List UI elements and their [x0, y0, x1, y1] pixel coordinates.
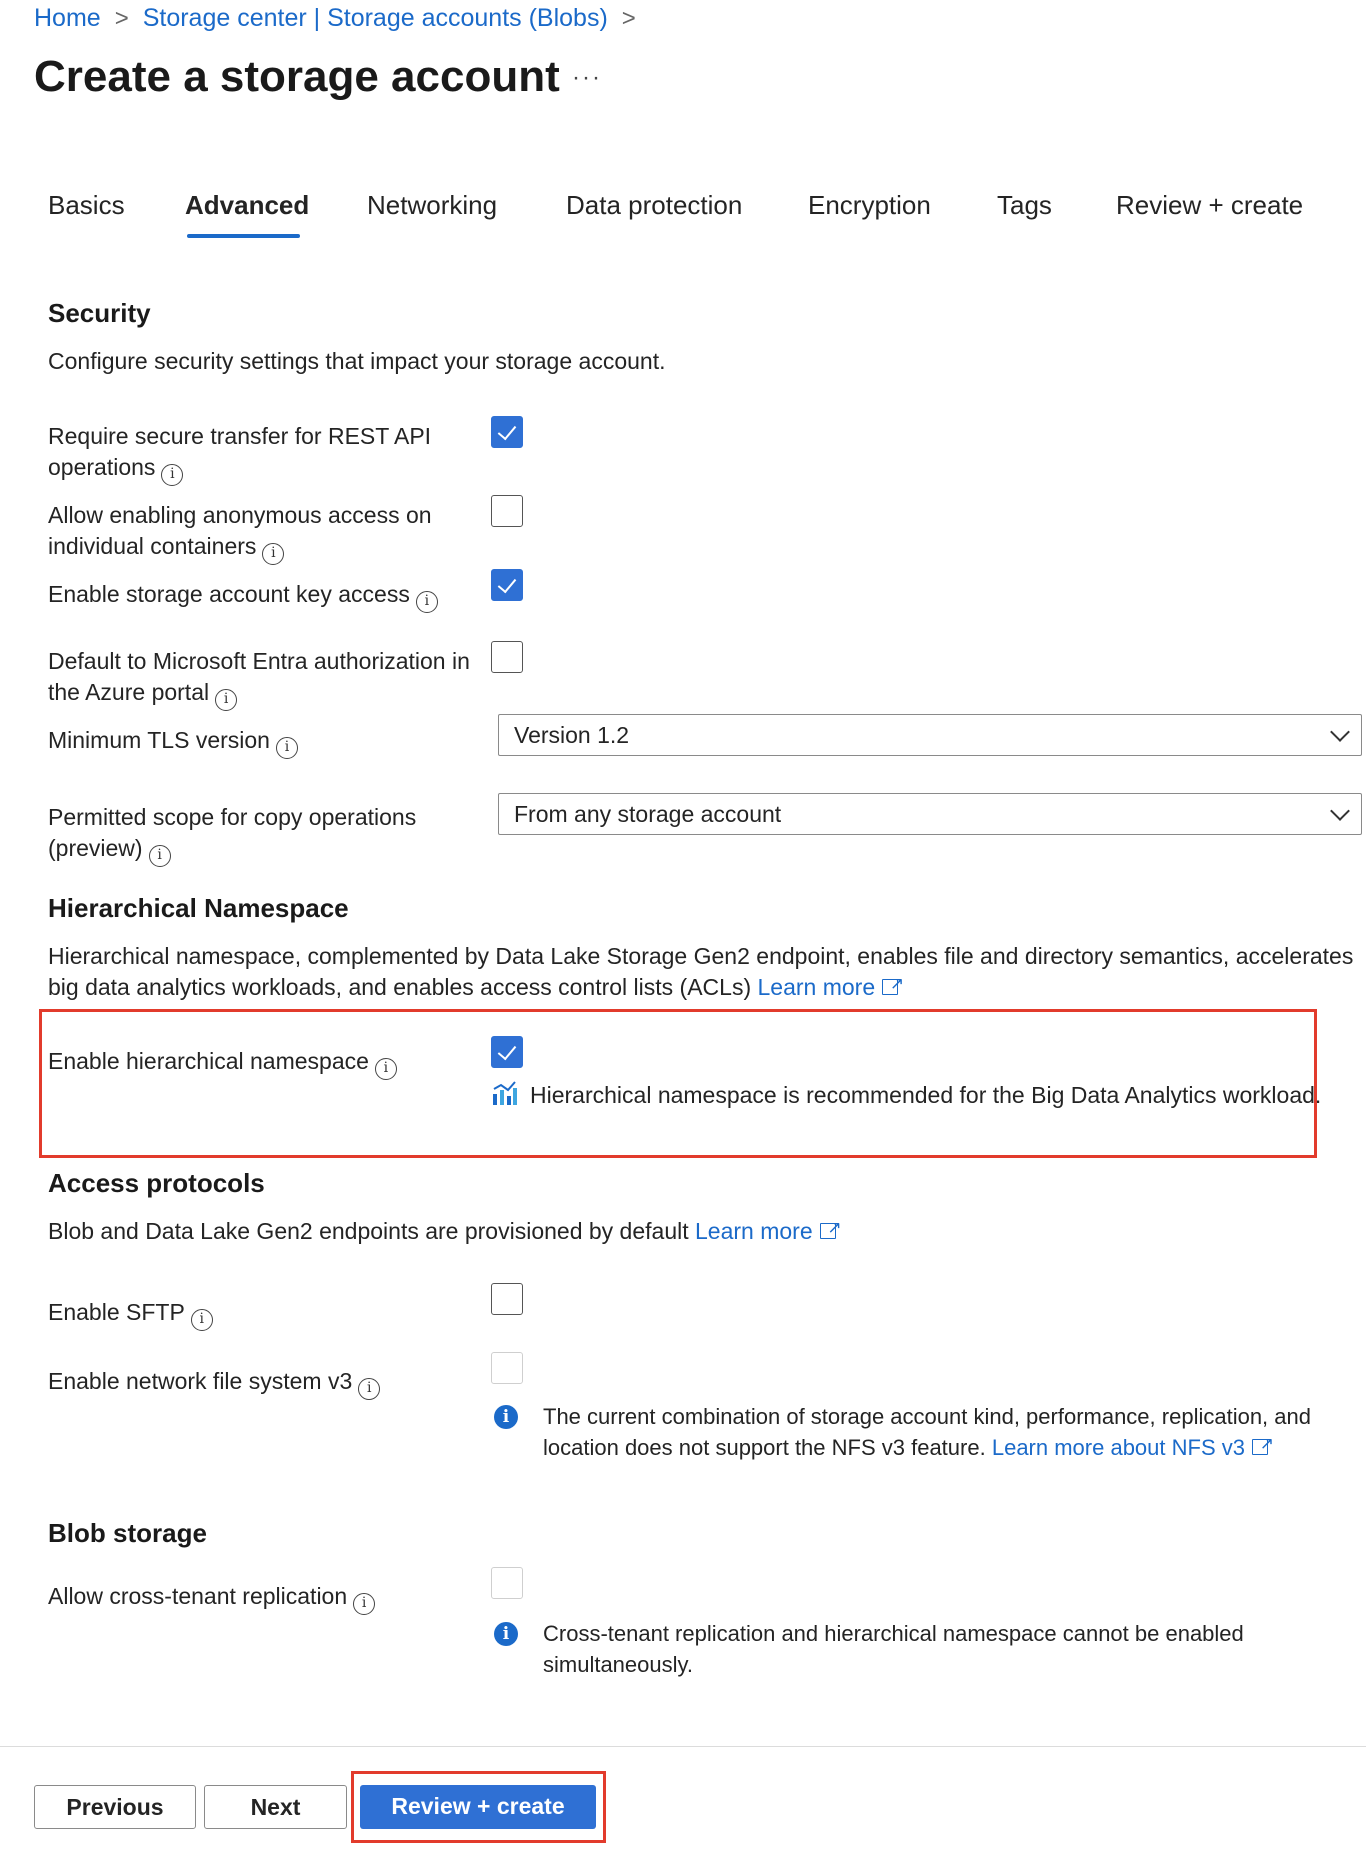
- external-link-icon: [820, 1223, 836, 1239]
- enable-hns-label: Enable hierarchical namespace i: [48, 1046, 488, 1080]
- security-description: Configure security settings that impact your storage account.: [48, 348, 666, 374]
- cross-tenant-note: Cross-tenant replication and hierarchical namespace cannot be enabled simultaneously.: [543, 1621, 1244, 1677]
- entra-default-label: Default to Microsoft Entra authorization in the Azure portal i: [48, 646, 518, 711]
- footer-divider: [0, 1746, 1366, 1747]
- active-tab-indicator: [187, 234, 300, 238]
- info-icon[interactable]: i: [191, 1309, 213, 1331]
- secure-transfer-label: Require secure transfer for REST API operations i: [48, 421, 488, 486]
- more-options-icon[interactable]: ···: [572, 64, 602, 91]
- access-protocols-learn-more-link[interactable]: Learn more: [695, 1218, 813, 1244]
- external-link-icon: [1252, 1439, 1268, 1455]
- nfs-label: Enable network file system v3 i: [48, 1366, 488, 1400]
- external-link-icon: [882, 979, 898, 995]
- anonymous-access-checkbox[interactable]: [491, 495, 523, 527]
- tab-review-create[interactable]: Review + create: [1116, 190, 1304, 220]
- hns-description: Hierarchical namespace, complemented by Data Lake Storage Gen2 endpoint, enables file and directory semantics, accelerates big data analytics workloads, and enables access control lists (ACLs) Learn more↗: [48, 941, 1366, 1003]
- chevron-right-icon: >: [114, 4, 129, 32]
- info-icon[interactable]: i: [276, 737, 298, 759]
- page-title: Create a storage account: [34, 52, 560, 101]
- key-access-label: Enable storage account key access i: [48, 579, 488, 613]
- sftp-label: Enable SFTP i: [48, 1297, 488, 1331]
- copy-scope-select[interactable]: From any storage account: [498, 793, 1362, 835]
- hns-learn-more-link[interactable]: Learn more: [757, 974, 876, 1000]
- next-button[interactable]: Next: [204, 1785, 347, 1829]
- info-icon[interactable]: i: [358, 1378, 380, 1400]
- tls-version-label: Minimum TLS version i: [48, 725, 488, 759]
- info-icon[interactable]: i: [215, 689, 237, 711]
- breadcrumb: [34, 4, 650, 33]
- section-title-access-protocols: Access protocols: [48, 1168, 265, 1198]
- section-title-security: Security: [48, 298, 151, 328]
- info-icon[interactable]: i: [375, 1058, 397, 1080]
- key-access-checkbox[interactable]: [491, 569, 523, 601]
- anonymous-access-label: Allow enabling anonymous access on individual containers i: [48, 500, 488, 565]
- info-icon[interactable]: i: [416, 591, 438, 613]
- secure-transfer-checkbox[interactable]: [491, 416, 523, 448]
- hns-recommendation-text: Hierarchical namespace is recommended for the Big Data Analytics workload.: [530, 1082, 1322, 1108]
- tab-data-protection[interactable]: Data protection: [566, 190, 743, 220]
- info-icon[interactable]: i: [353, 1593, 375, 1615]
- sftp-checkbox[interactable]: [491, 1283, 523, 1315]
- access-protocols-description: Blob and Data Lake Gen2 endpoints are provisioned by default Learn more↗: [48, 1216, 836, 1247]
- section-title-blob-storage: Blob storage: [48, 1518, 207, 1548]
- chevron-right-icon: >: [621, 4, 636, 32]
- nfs-learn-more-link[interactable]: Learn more about NFS v3: [991, 1435, 1245, 1460]
- tab-basics[interactable]: Basics: [48, 190, 125, 220]
- breadcrumb-home-link[interactable]: Home: [34, 4, 101, 32]
- nfs-checkbox: [491, 1352, 523, 1384]
- info-icon[interactable]: i: [161, 464, 183, 486]
- tab-advanced[interactable]: Advanced: [185, 190, 310, 220]
- tab-encryption[interactable]: Encryption: [808, 190, 931, 220]
- chevron-down-icon: [1330, 722, 1350, 742]
- tab-networking[interactable]: Networking: [367, 190, 498, 220]
- previous-button[interactable]: Previous: [34, 1785, 196, 1829]
- copy-scope-label: Permitted scope for copy operations (preview) i: [48, 802, 488, 867]
- entra-default-checkbox[interactable]: [491, 641, 523, 673]
- review-create-button[interactable]: Review + create: [360, 1785, 596, 1829]
- analytics-chart-icon: [492, 1080, 518, 1106]
- info-filled-icon: i: [494, 1622, 518, 1646]
- tab-tags[interactable]: Tags: [997, 190, 1052, 220]
- chevron-down-icon: [1330, 801, 1350, 821]
- nfs-note: The current combination of storage account kind, performance, replication, and location does not support the NFS v3 feature. Learn more about NFS v3↗: [543, 1401, 1323, 1463]
- info-icon[interactable]: i: [262, 543, 284, 565]
- breadcrumb-storage-link[interactable]: Storage center | Storage accounts (Blobs): [142, 4, 608, 32]
- info-filled-icon: i: [494, 1405, 518, 1429]
- cross-tenant-checkbox: [491, 1567, 523, 1599]
- cross-tenant-label: Allow cross-tenant replication i: [48, 1581, 488, 1615]
- section-title-hierarchical-namespace: Hierarchical Namespace: [48, 893, 349, 923]
- enable-hns-checkbox[interactable]: [491, 1036, 523, 1068]
- tls-version-select[interactable]: Version 1.2: [498, 714, 1362, 756]
- info-icon[interactable]: i: [149, 845, 171, 867]
